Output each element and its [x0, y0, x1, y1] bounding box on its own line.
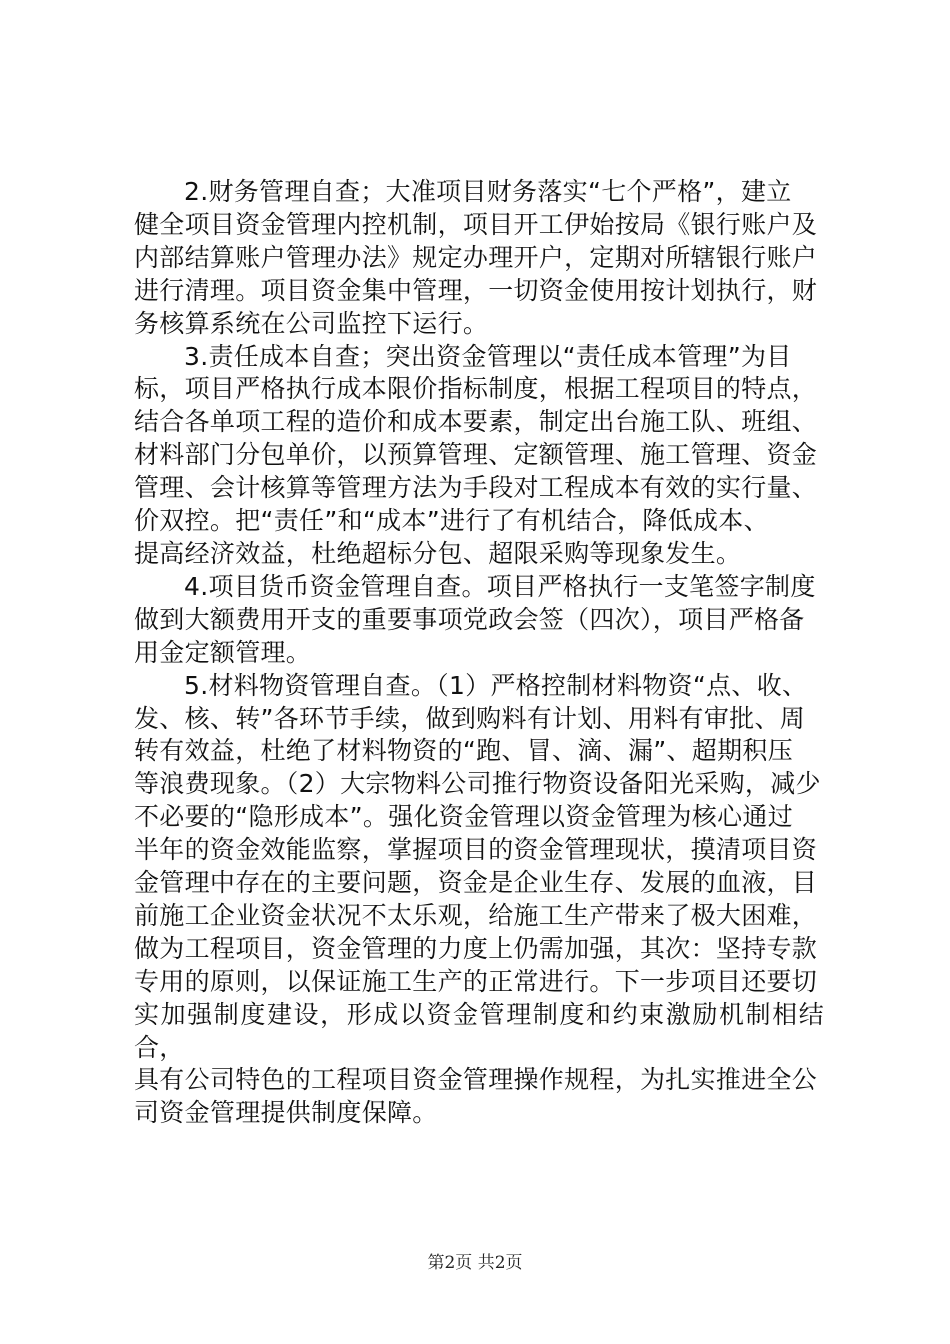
- paragraph-financial-management: 2.财务管理自查；大准项目财务落实“七个严格”，建立 健全项目资金管理内控机制，项目开工伊始按局《银行账户及 内部结算账户管理办法》规定办理开户，定期对所辖银行账户 进行清理。项目资金集中管理，一切资金使用按计划执行，财 务核算系统在公司监控下运行。: [134, 177, 818, 338]
- paragraph-responsibility-cost: 3.责任成本自查；突出资金管理以“责任成本管理”为目 标，项目严格执行成本限价指标制度，根据工程项目的特点， 结合各单项工程的造价和成本要素，制定出台施工队、班组、 材料部门分包单价，以预算管理、定额管理、施工管理、资金 管理、会计核算等管理方法为手段对工程成本有效的实行量、 价双控。把“责任”和“成本”进行了有机结合，降低成本、 提高经济效益，杜绝超标分包、超限采购等现象发生。: [134, 341, 818, 568]
- paragraph-monetary-funds: 4.项目货币资金管理自查。项目严格执行一支笔签字制度 做到大额费用开支的重要事项党政会签（四次），项目严格备 用金定额管理。: [134, 571, 816, 667]
- document-body: [134, 176, 824, 1130]
- page-number-footer: 第2页 共2页: [427, 1253, 523, 1273]
- paragraph-materials-management: 5.材料物资管理自查。（1）严格控制材料物资“点、收、 发、核、转”各环节手续，做到购料有计划、用料有审批、周 转有效益，杜绝了材料物资的“跑、冒、滴、漏”、超期积压 等浪费现象。（2）大宗物料公司推行物资设备阳光采购，减少 不必要的“隐形成本”。强化资金管理以资金管理为核心通过 半年的资金效能监察，掌握项目的资金管理现状，摸清项目资 金管理中存在的主要问题，资金是企业生存、发展的血液，目 前施工企业资金状况不太乐观，给施工生产带来了极大困难， 做为工程项目，资金管理的力度上仍需加强，其次：坚持专款 专用的原则，以保证施工生产的正常进行。下一步项目还要切 实加强制度建设，形成以资金管理制度和约束激励机制相结合， 具有公司特色的工程项目资金管理操作规程，为扎实推进全公 司资金管理提供制度保障。: [134, 670, 824, 1128]
